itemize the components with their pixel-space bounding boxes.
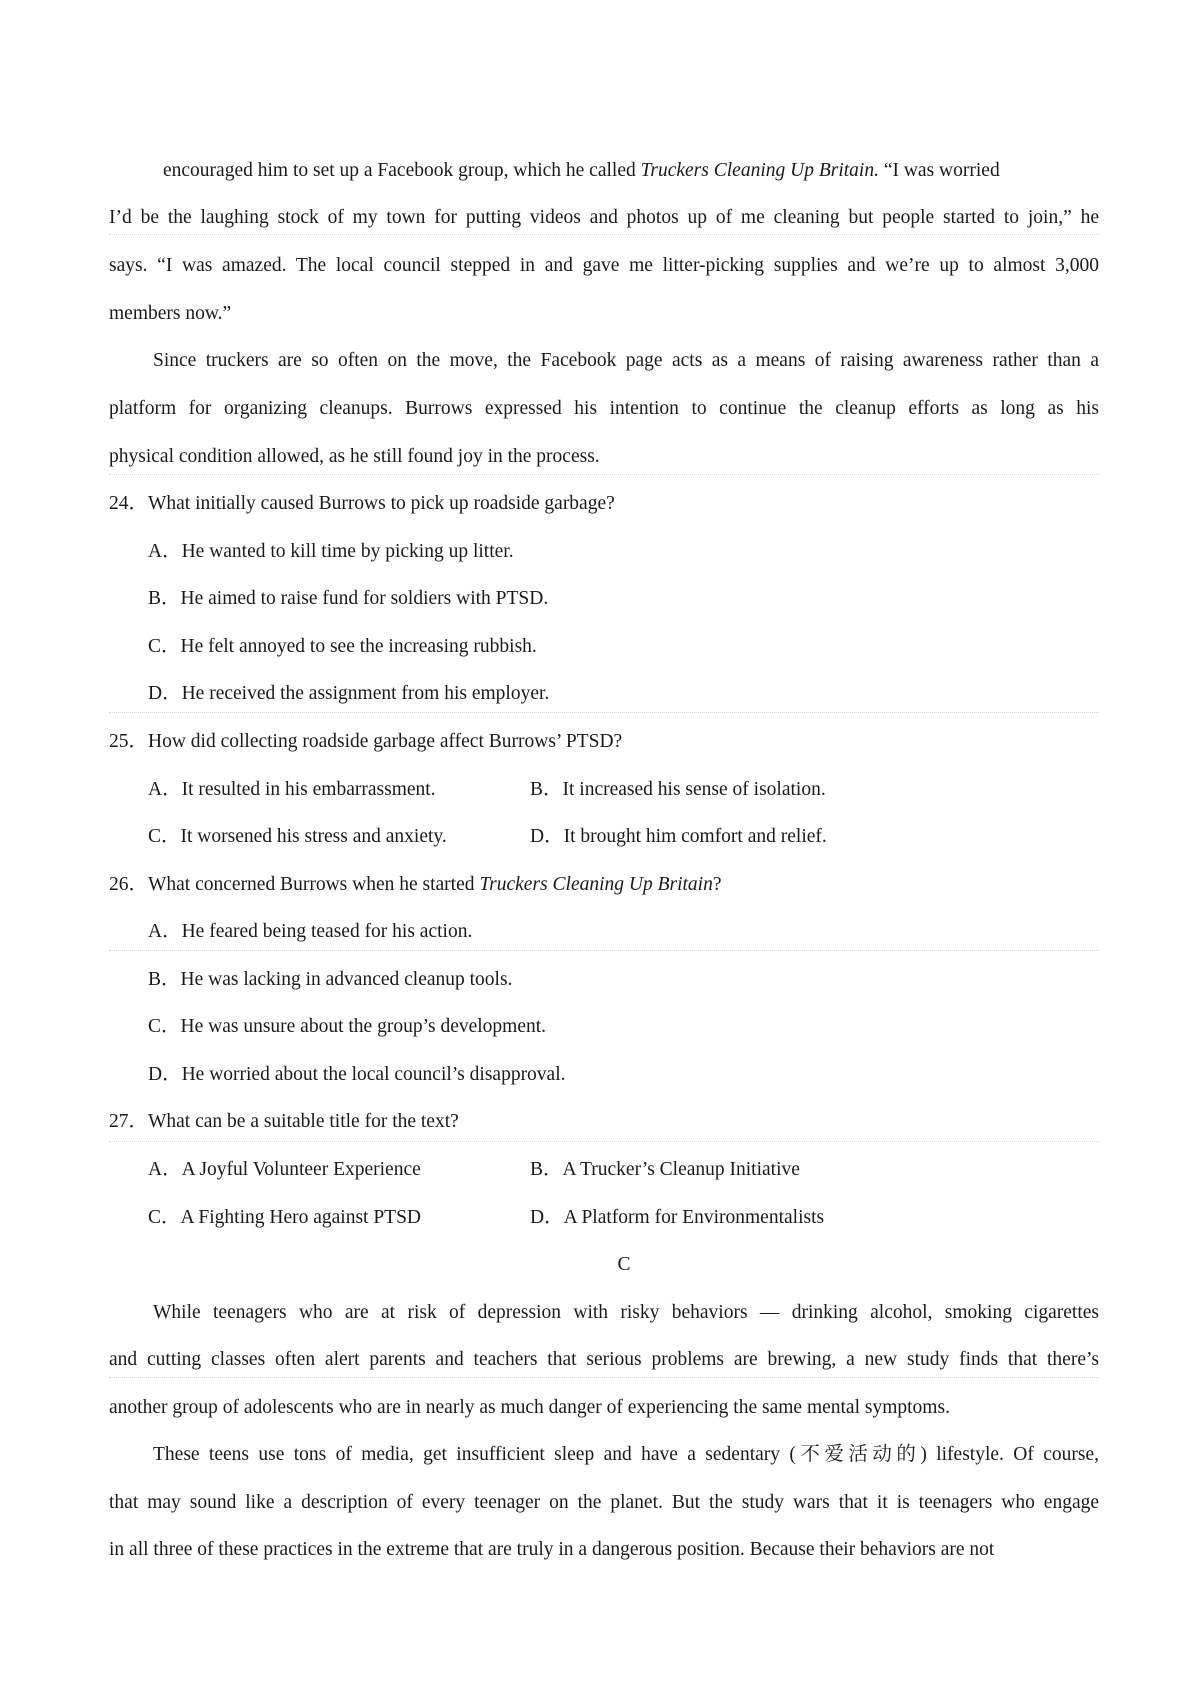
question-24-option-c: C．He felt annoyed to see the increasing rubbish. [148,636,537,657]
passage-c-heading: C [617,1254,631,1275]
group-name-italic: Truckers Cleaning Up Britain [479,874,713,895]
passage-b-para2-line3: physical condition allowed, as he still found joy in the process. [109,446,600,467]
question-25-option-b: B．It increased his sense of isolation. [530,779,826,800]
passage-c-para2-line1: These teens use tons of media, get insufficient sleep and have a sedentary (不爱活动的) lifestyle. Of course, [153,1444,1099,1465]
question-27-option-c: C．A Fighting Hero against PTSD [148,1207,422,1228]
question-25-option-d: D．It brought him comfort and relief. [530,826,827,847]
question-25-stem: 25．How did collecting roadside garbage affect Burrows’ PTSD? [109,731,623,752]
question-26-option-a: A．He feared being teased for his action. [148,921,473,942]
question-24-option-d: D．He received the assignment from his employer. [148,683,550,704]
question-27-option-b: B．A Trucker’s Cleanup Initiative [530,1159,800,1180]
question-25-option-a: A．It resulted in his embarrassment. [148,779,436,800]
dotted-divider [109,234,1099,235]
passage-c-para1-line3: another group of adolescents who are in nearly as much danger of experiencing the same mental symptoms. [109,1397,950,1418]
passage-b-para2-line1: Since truckers are so often on the move, the Facebook page acts as a means of raising awareness rather than a [153,350,1099,371]
dotted-divider [109,1377,1099,1378]
passage-b-para1-line4: members now.” [109,303,232,324]
passage-b-para1-line3: says. “I was amazed. The local council stepped in and gave me litter-picking supplies and we’re up to almost 3,000 [109,255,1099,276]
dotted-divider [109,474,1099,475]
passage-c-para2-line2: that may sound like a description of every teenager on the planet. But the study wars that it is teenagers who engage [109,1492,1099,1513]
passage-c-para1-line1: While teenagers who are at risk of depression with risky behaviors — drinking alcohol, smoking cigarettes [153,1302,1099,1323]
question-24-stem: 24．What initially caused Burrows to pick up roadside garbage? [109,493,615,514]
question-26-option-d: D．He worried about the local council’s disapproval. [148,1064,566,1085]
passage-b-para1-line2: I’d be the laughing stock of my town for putting videos and photos up of me cleaning but people started to join,” he [109,207,1099,228]
question-24-option-a: A．He wanted to kill time by picking up litter. [148,541,514,562]
passage-b-para2-line2: platform for organizing cleanups. Burrows expressed his intention to continue the cleanup efforts as long as his [109,398,1099,419]
passage-c-para1-line2: and cutting classes often alert parents and teachers that serious problems are brewing, a new study finds that there’s [109,1349,1099,1370]
passage-c-para2-line3: in all three of these practices in the extreme that are truly in a dangerous position. Because their behaviors are not [109,1539,995,1560]
question-27-option-a: A．A Joyful Volunteer Experience [148,1159,421,1180]
question-26-stem: 26．What concerned Burrows when he started Truckers Cleaning Up Britain? [109,874,722,895]
question-27-stem: 27．What can be a suitable title for the text? [109,1111,459,1132]
dotted-divider [109,950,1099,951]
question-24-option-b: B．He aimed to raise fund for soldiers with PTSD. [148,588,549,609]
question-27-option-d: D．A Platform for Environmentalists [530,1207,825,1228]
dotted-divider [109,712,1099,713]
group-name-italic: Truckers Cleaning Up Britain. [640,160,879,181]
question-25-option-c: C．It worsened his stress and anxiety. [148,826,447,847]
question-26-option-c: C．He was unsure about the group’s development. [148,1016,547,1037]
question-26-option-b: B．He was lacking in advanced cleanup tools. [148,969,513,990]
dotted-divider [109,1141,1099,1142]
passage-b-para1-line1: encouraged him to set up a Facebook group, which he called Truckers Cleaning Up Britain. “I was worried [163,160,1000,181]
